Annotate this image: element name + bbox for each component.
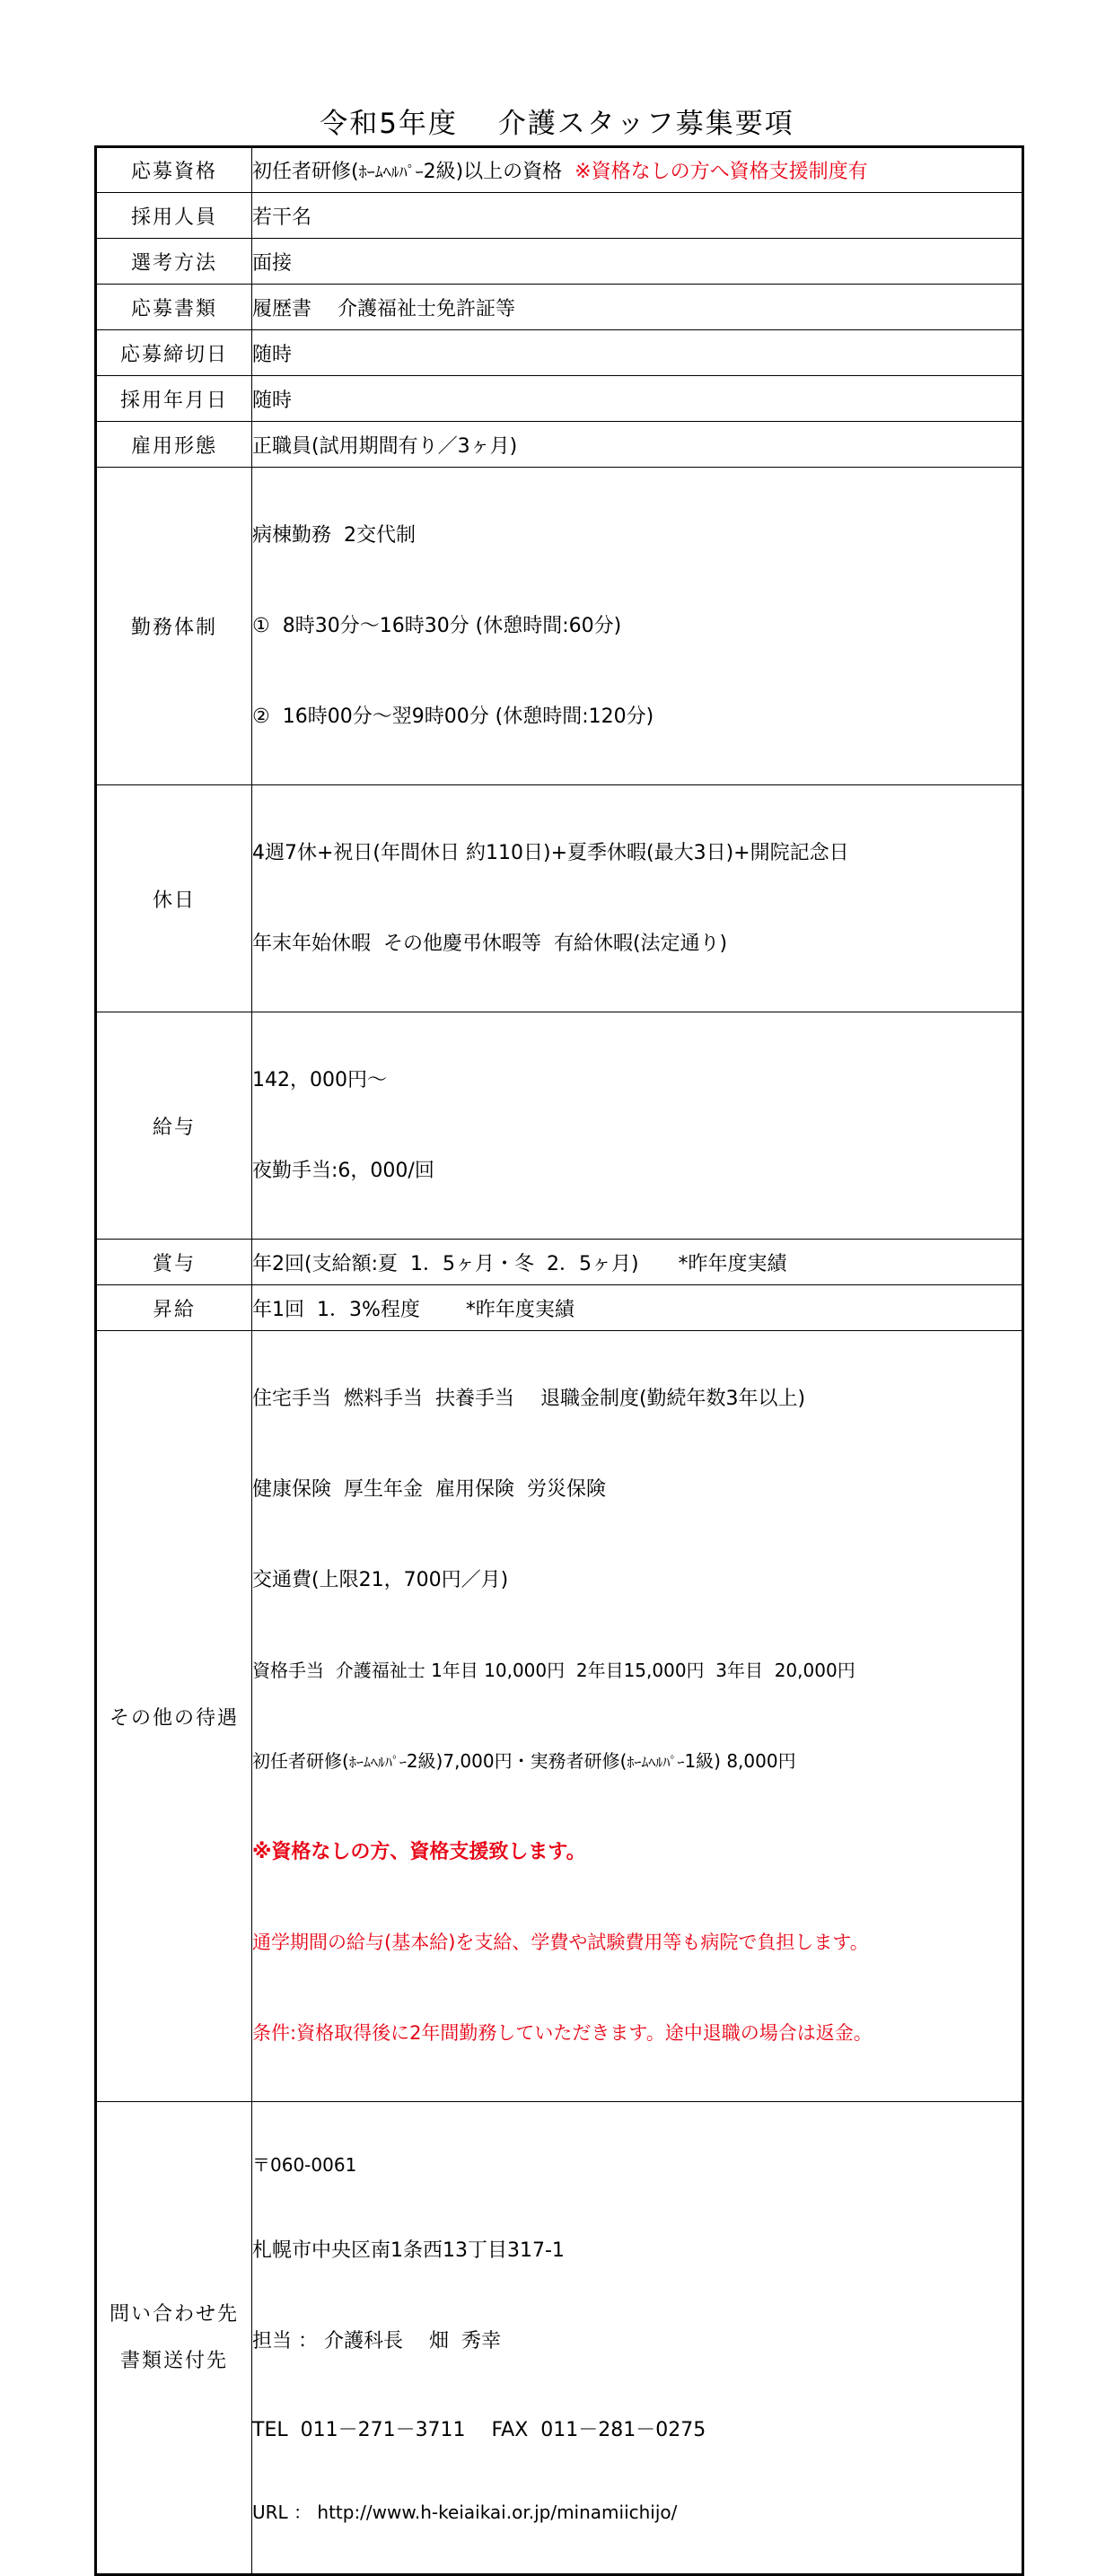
table-row (96, 1012, 1023, 1240)
contact-person: 担当 ： 介護科長 畑 秀幸 (252, 2330, 501, 2353)
row-value (252, 2102, 1023, 2575)
table-row (96, 468, 1023, 785)
cert-allowance-small-text: ﾎｰﾑﾍﾙﾊﾟｰ (627, 1754, 685, 1771)
shift-line: ① 8時30分～16時30分 (休憩時間:60分) (252, 615, 622, 637)
row-label: 賞与 (96, 1240, 252, 1285)
support-note-line: ※資格なしの方、資格支援致します。 (252, 1841, 586, 1863)
row-label: 選考方法 (96, 239, 252, 285)
salary-line: 142，000円～ (252, 1069, 387, 1091)
salary-line: 夜勤手当:6，000/回 (252, 1160, 434, 1182)
phone-fax: TEL 011－271－3711 FAX 011－281－0275 (252, 2419, 706, 2441)
table-row (96, 1240, 1023, 1285)
table-row (96, 422, 1023, 468)
row-value (252, 1012, 1023, 1240)
row-value: 年2回(支給額:夏 1．5ヶ月・冬 2．5ヶ月) *昨年度実績 (252, 1240, 1023, 1285)
row-label: 勤務体制 (96, 468, 252, 785)
row-label: 応募締切日 (96, 330, 252, 376)
postal-code: 〒060-0061 (252, 2154, 357, 2176)
table-row (96, 193, 1023, 239)
row-value (252, 1331, 1023, 2102)
table-row (96, 785, 1023, 1012)
row-label: 応募資格 (96, 147, 252, 193)
table-row (96, 1285, 1023, 1331)
qualification-text-end: 2級)以上の資格 (423, 161, 563, 183)
support-note-line: 通学期間の給与(基本給)を支給、学費や試験費用等も病院で負担します。 (252, 1932, 869, 1953)
row-label: 採用年月日 (96, 376, 252, 422)
row-value: 若干名 (252, 193, 1023, 239)
table-row (96, 1331, 1023, 2102)
table-row (96, 239, 1023, 285)
row-label: 採用人員 (96, 193, 252, 239)
row-value (252, 468, 1023, 785)
cert-allowance-text: 1級) 8,000円 (684, 1750, 796, 1772)
cert-allowance-text: 2級)7,000円・実務者研修( (406, 1750, 627, 1772)
qualification-small-text: ﾎｰﾑﾍﾙﾊﾟｰ (358, 163, 424, 182)
cert-allowance-text: 初任者研修( (252, 1750, 349, 1772)
row-label: 休日 (96, 785, 252, 1012)
recruitment-table (94, 145, 1024, 2576)
benefit-line: 住宅手当 燃料手当 扶養手当 退職金制度(勤続年数3年以上) (252, 1388, 806, 1410)
row-value: 面接 (252, 239, 1023, 285)
row-label: その他の待遇 (96, 1331, 252, 2102)
cert-allowance-small-text: ﾎｰﾑﾍﾙﾊﾟｰ (348, 1754, 407, 1771)
address: 札幌市中央区南1条西13丁目317-1 (252, 2239, 565, 2262)
page-title: 令和5年度 介護スタッフ募集要項 (320, 108, 794, 140)
table-row (96, 147, 1023, 193)
table-row (96, 2102, 1023, 2575)
support-note-line: 条件:資格取得後に2年間勤務していただきます。途中退職の場合は返金。 (252, 2022, 873, 2044)
row-value: 随時 (252, 376, 1023, 422)
holiday-line: 年末年始休暇 その他慶弔休暇等 有給休暇(法定通り) (252, 933, 728, 955)
shift-line: 病棟勤務 2交代制 (252, 524, 416, 547)
row-label (96, 2102, 252, 2575)
table-row (96, 285, 1023, 330)
row-value: 履歴書 介護福祉士免許証等 (252, 285, 1023, 330)
row-value: 正職員(試用期間有り／3ヶ月) (252, 422, 1023, 468)
shift-line: ② 16時00分～翌9時00分 (休憩時間:120分) (252, 705, 654, 728)
row-label: 給与 (96, 1012, 252, 1240)
send-documents-label: 書類送付先 (119, 2349, 228, 2372)
row-value (252, 785, 1023, 1012)
qualification-text: 初任者研修( (252, 161, 359, 183)
row-value: 年1回 1．3%程度 *昨年度実績 (252, 1285, 1023, 1331)
holiday-line: 4週7休+祝日(年間休日 約110日)+夏季休暇(最大3日)+開院記念日 (252, 842, 849, 864)
contact-label: 問い合わせ先 (109, 2302, 239, 2326)
benefit-line: 交通費(上限21，700円／月) (252, 1569, 509, 1591)
row-label: 雇用形態 (96, 422, 252, 468)
table-row (96, 330, 1023, 376)
row-label: 昇給 (96, 1285, 252, 1331)
benefit-line: 資格手当 介護福祉士 1年目 10,000円 2年目15,000円 3年目 20,000円 (252, 1660, 855, 1681)
website-url: URL ： http://www.h-keiaikai.or.jp/minamiichijo/ (252, 2502, 678, 2523)
row-value (252, 147, 1023, 193)
benefit-line: 健康保険 厚生年金 雇用保険 労災保険 (252, 1478, 606, 1501)
benefit-line (252, 1739, 1022, 1784)
row-value: 随時 (252, 330, 1023, 376)
row-label: 応募書類 (96, 285, 252, 330)
table-row (96, 376, 1023, 422)
qualification-support-note: ※資格なしの方へ資格支援制度有 (575, 161, 868, 183)
